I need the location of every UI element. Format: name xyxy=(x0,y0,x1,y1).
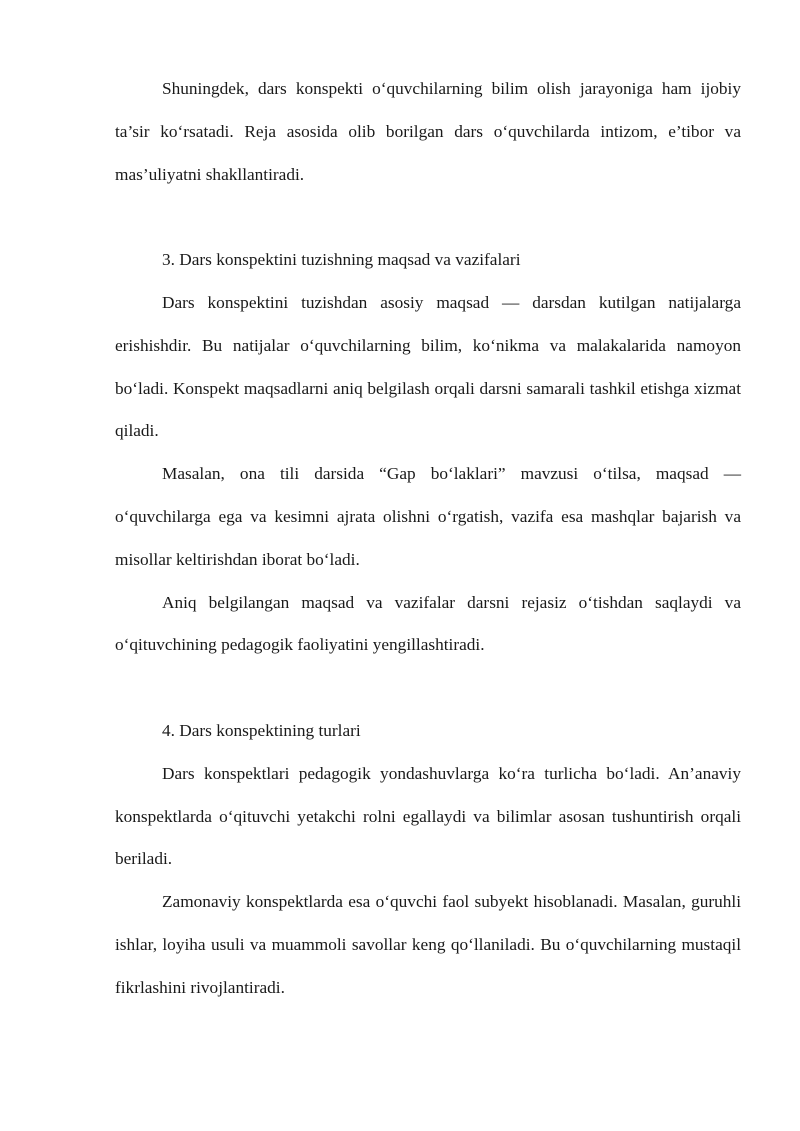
paragraph-traditional: Dars konspektlari pedagogik yondashuvlarga ko‘ra turlicha bo‘ladi. An’anaviy konspektlarda o‘qituvchi yetakchi rolni egallaydi va bilimlar asosan tushuntirish orqali beriladi. xyxy=(115,763,741,869)
section-heading-3: 3. Dars konspektini tuzishning maqsad va vazifalari xyxy=(162,250,521,270)
paragraph-modern: Zamonaviy konspektlarda esa o‘quvchi faol subyekt hisoblanadi. Masalan, guruhli ishlar, loyiha usuli va muammoli savollar keng qo‘llaniladi. Bu o‘quvchilarning mustaqil fikrlashini rivojlantiradi. xyxy=(115,892,741,997)
section-heading-4: 4. Dars konspektining turlari xyxy=(162,720,361,740)
paragraph-tasks: Aniq belgilangan maqsad va vazifalar darsni rejasiz o‘tishdan saqlaydi va o‘qituvchining pedagogik faoliyatini yengillashtiradi. xyxy=(115,592,741,655)
document-page xyxy=(115,68,741,1010)
paragraph-intro: Shuningdek, dars konspekti o‘quvchilarning bilim olish jarayoniga ham ijobiy ta’sir ko‘rsatadi. Reja asosida olib borilgan dars o‘quvchilarda intizom, e’tibor va mas’uliyatni shakllantiradi. xyxy=(115,79,741,184)
section-spacer xyxy=(115,667,741,710)
paragraph-example: Masalan, ona tili darsida “Gap bo‘laklari” mavzusi o‘tilsa, maqsad — o‘quvchilarga ega va kesimni ajrata olishni o‘rgatish, vazifa esa mashqlar bajarish va misollar keltirishdan iborat bo‘ladi. xyxy=(115,464,741,569)
paragraph-goal: Dars konspektini tuzishdan asosiy maqsad — darsdan kutilgan natijalarga erishishdir. Bu natijalar o‘quvchilarning bilim, ko‘nikma va malakalarida namoyon bo‘ladi. Konspekt maqsadlarni aniq belgilash orqali darsni samarali tashkil etishga xizmat qiladi. xyxy=(115,292,741,441)
section-spacer xyxy=(115,196,741,239)
